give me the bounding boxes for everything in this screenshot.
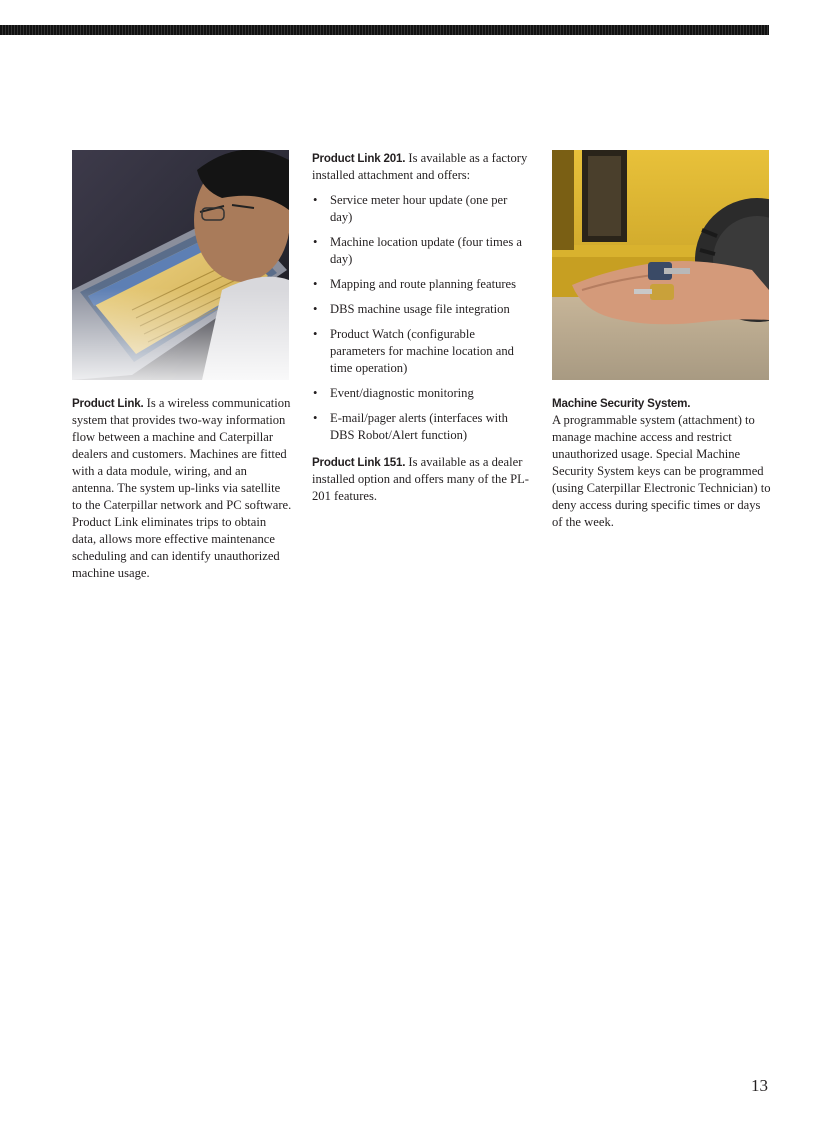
feature-text: E-mail/pager alerts (interfaces with DBS Robot/Alert function) bbox=[330, 411, 508, 442]
bullet-icon: • bbox=[313, 235, 318, 249]
product-link-description: Is a wireless communication system that provides two-way information flow between a machine and Caterpillar dealers and customers. Machines are fitted with a data module, wiring, and an antenna. The system up-links via satellite to the Caterpillar network and PC software. Product Link eliminates trips to obtain data, allows more effective maintenance scheduling and can identify unauthorized machine usage. bbox=[72, 396, 292, 580]
pl201-description: Is available as a factory installed attachment and offers: bbox=[312, 151, 528, 182]
list-item bbox=[312, 385, 532, 402]
product-link-caption bbox=[72, 395, 292, 582]
keys-photo-illustration bbox=[552, 150, 769, 380]
pl151-intro bbox=[312, 454, 532, 505]
product-link-column bbox=[72, 150, 292, 582]
header-rule bbox=[0, 25, 769, 35]
list-item bbox=[312, 192, 532, 226]
feature-text: Service meter hour update (one per day) bbox=[330, 193, 508, 224]
security-keys-photo bbox=[552, 150, 769, 380]
list-item bbox=[312, 301, 532, 318]
bullet-icon: • bbox=[313, 277, 318, 291]
list-item bbox=[312, 326, 532, 377]
bullet-icon: • bbox=[313, 193, 318, 207]
feature-text: Event/diagnostic monitoring bbox=[330, 386, 474, 400]
list-item bbox=[312, 276, 532, 293]
security-system-caption bbox=[552, 395, 772, 531]
pl201-heading: Product Link 201. bbox=[312, 152, 406, 165]
list-item bbox=[312, 410, 532, 444]
page-number: 13 bbox=[751, 1076, 768, 1095]
product-link-201-column bbox=[312, 150, 532, 505]
pl201-intro bbox=[312, 150, 532, 184]
bullet-icon: • bbox=[313, 411, 318, 425]
feature-text: Product Watch (configurable parameters for machine location and time operation) bbox=[330, 327, 514, 375]
pl151-description: Is available as a dealer installed option and offers many of the PL-201 features. bbox=[312, 455, 529, 503]
bullet-icon: • bbox=[313, 302, 318, 316]
list-item bbox=[312, 234, 532, 268]
product-link-photo bbox=[72, 150, 289, 380]
security-system-description: A programmable system (attachment) to manage machine access and restrict unauthorized usage. Special Machine Security System keys can be programmed (using Caterpillar Electronic Technician) to deny access during specific times or days of the week. bbox=[552, 413, 771, 529]
feature-text: Machine location update (four times a day) bbox=[330, 235, 522, 266]
feature-text: DBS machine usage file integration bbox=[330, 302, 510, 316]
product-link-heading: Product Link. bbox=[72, 397, 144, 410]
security-system-column bbox=[552, 150, 772, 531]
security-system-heading: Machine Security System. bbox=[552, 397, 691, 410]
feature-text: Mapping and route planning features bbox=[330, 277, 517, 291]
pl201-feature-list bbox=[312, 192, 532, 444]
monitor-photo-illustration bbox=[72, 150, 289, 380]
pl151-heading: Product Link 151. bbox=[312, 456, 406, 469]
bullet-icon: • bbox=[313, 386, 318, 400]
bullet-icon: • bbox=[313, 327, 318, 341]
